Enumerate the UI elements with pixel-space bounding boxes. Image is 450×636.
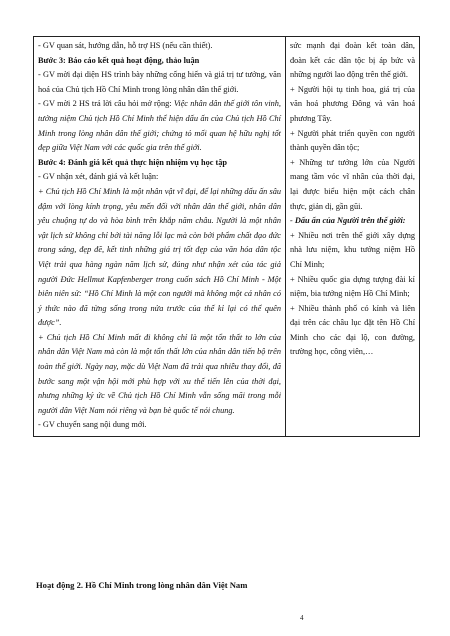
outcome-cell	[286, 37, 420, 437]
outcome-text: + Nhiều quốc gia dựng tượng đài kỉ niệm, bia tưởng niệm Hồ Chí Minh;	[290, 274, 415, 299]
outcome-text: + Người phát triển quyền con người thành quyền dân tộc;	[290, 128, 415, 153]
outcome-text: + Nhiều nơi trên thế giới xây dựng nhà lưu niệm, khu tưởng niệm Hồ Chí Minh;	[290, 230, 415, 269]
paragraph-prefix: - GV mời 2 HS trả lời câu hỏi mở rộng:	[38, 99, 174, 109]
outcome-subtitle: - Dấu ấn của Người trên thế giới:	[290, 216, 406, 226]
teacher-activity-cell	[34, 37, 286, 437]
lesson-table	[33, 36, 420, 437]
page-number: 4	[300, 614, 304, 622]
activity-heading: Hoạt động 2. Hồ Chí Minh trong lòng nhân dân Việt Nam	[36, 580, 248, 590]
paragraph	[38, 97, 281, 155]
outcome-text: + Người hội tụ tinh hoa, giá trị của văn hoá phương Đông và văn hoá phương Tây.	[290, 84, 415, 123]
outcome-text: + Những tư tưởng lớn của Người mang tầm vóc vĩ nhân của thời đại, lại được biểu hiện một cách chân thực, giản dị, gần gũi.	[290, 157, 415, 211]
paragraph: - GV nhận xét, đánh giá và kết luận:	[38, 172, 159, 182]
paragraph: - GV chuyển sang nội dung mới.	[38, 420, 147, 430]
outcome-text: sức mạnh đại đoàn kết toàn dân, đoàn kết các dân tộc bị áp bức và những người lao động trên thế giới.	[290, 41, 415, 80]
conclusion-paragraph: + Chủ tịch Hồ Chí Minh mất đi không chỉ là một tổn thất to lớn của nhân dân Việt Nam mà còn là một tổn thất lớn của nhân dân tiến bộ trên toàn thế giới. Ngày nay, mặc dù Việt Nam đã trải qua nhiều thay đổi, đã bước sang một vận hội mới phù hợp với xu thế tiến lên của thời đại, nhưng những ký ức về Chủ tịch Hồ Chí Minh vẫn sống mãi trong mỗi người dân Việt Nam nói riêng và bạn bè quốc tế nói chung.	[38, 332, 281, 415]
conclusion-paragraph: + Chủ tịch Hồ Chí Minh là một nhân vật vĩ đại, để lại những dấu ấn sâu đậm với lòng kính trọng, yêu mến đối với nhân dân thế giới, nhân dân yêu chuộng tự do và hòa bình trên khắp năm châu. Người là một nhân vật lịch sử không chỉ bởi tài năng lỗi lạc mà còn bởi phẩm chất đạo đức trong sáng, đẹp đẽ, kết tinh những giá trị tốt đẹp của văn hóa dân tộc Việt trải qua hàng ngàn năm lịch sử, đúng như nhận xét của tác giả người Đức Hellmut Kapfenberger trong cuốn sách Hồ Chí Minh - Một biên niên sử: “Hồ Chí Minh là một con người mà không một cá nhân có ý thức nào đã từng sống trong nửa trước của thế kỉ lại có thể quên được”.	[38, 186, 281, 328]
paragraph: - GV mời đại diện HS trình bày những cống hiến và giá trị tư tưởng, văn hoá của Chủ tịch Hồ Chí Minh trong lòng nhân dân thế giới.	[38, 70, 281, 94]
step3-title: Bước 3: Báo cáo kết quả hoạt động, thảo luận	[38, 55, 200, 65]
extension-question: Việc nhân dân thế giới tôn vinh, tưởng niệm Chủ tịch Hồ Chí Minh thể hiện dấu ấn của Chủ tịch Hồ Chí Minh trong lòng nhân dân thế giới; chứng tỏ mối quan hệ hữu nghị tốt đẹp giữa Việt Nam với các quốc gia trên thế giới.	[38, 99, 281, 153]
step4-title: Bước 4: Đánh giá kết quả thực hiện nhiệm vụ học tập	[38, 157, 228, 167]
paragraph: - GV quan sát, hướng dẫn, hỗ trợ HS (nếu cần thiết).	[38, 41, 213, 50]
table-row	[34, 37, 420, 437]
outcome-text: + Nhiều thành phố có kỉnh và liên đại trên các châu lục đặt tên Hồ Chí Minh cho các đại lộ, con đường, trường học, công viên,…	[290, 303, 415, 357]
